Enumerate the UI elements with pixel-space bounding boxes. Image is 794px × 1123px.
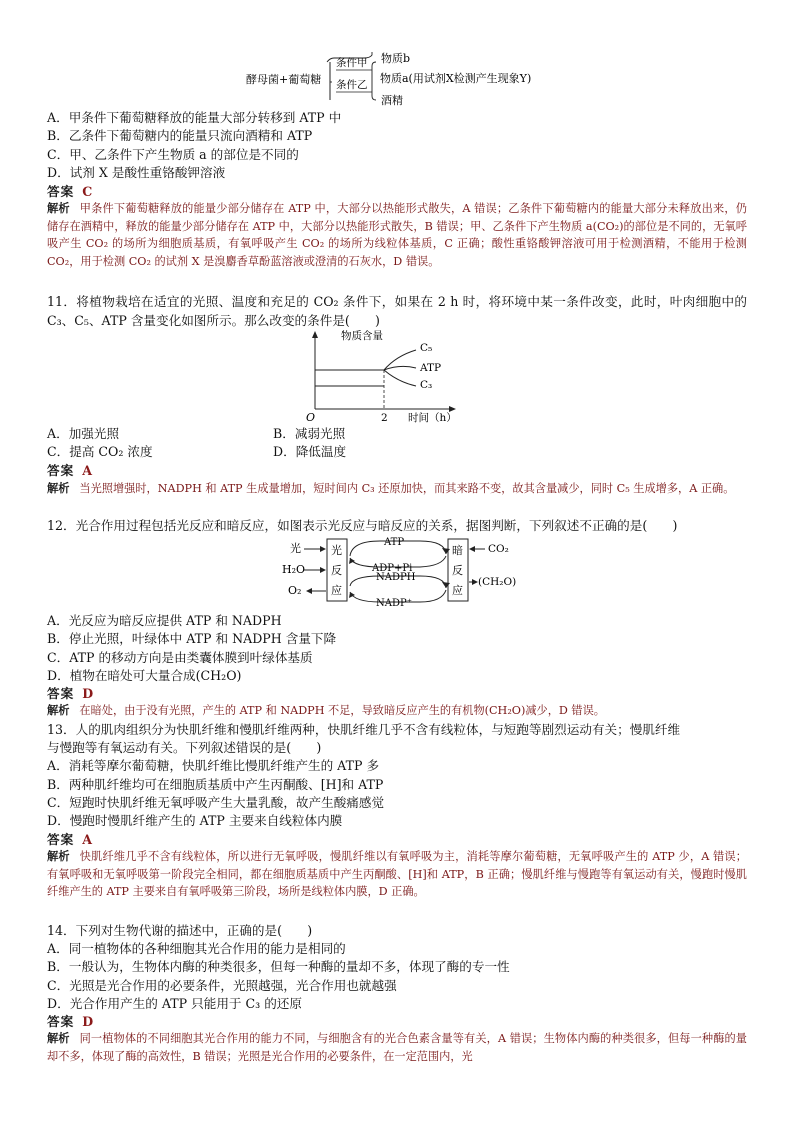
q12-dr-3: 应 [452,584,463,597]
explanation-label: 解析 [47,201,70,215]
q12-atp: ATP [384,537,405,548]
q13-explanation [47,848,747,901]
q12-oxygen: O₂ [288,584,302,597]
q11-chart [300,326,470,424]
answer-value: D [82,1014,94,1029]
q13-stem-line2: 与慢跑等有氧运动有关。下列叙述错误的是( ) [47,740,322,755]
q11-option-c: C．提高 CO₂ 浓度 [47,444,153,459]
q10-option-b: B．乙条件下葡萄糖内的能量只流向酒精和 ATP [47,128,313,143]
explanation-text: 当光照增强时，NADPH 和 ATP 生成量增加，短时间内 C₃ 还原加快，而其来路不变，故其含量减少，同时 C₅ 生成增多，A 正确。 [79,482,735,495]
q12-lr-1: 光 [331,544,342,557]
q10-option-a: A．甲条件下葡萄糖释放的能量大部分转移到 ATP 中 [47,110,342,125]
diagram-product-b: 物质b [381,52,411,65]
q12-option-a: A．光反应为暗反应提供 ATP 和 NADPH [47,613,282,628]
q11-option-d: D．降低温度 [273,444,347,459]
q14-option-d: D．光合作用产生的 ATP 只能用于 C₃ 的还原 [47,996,302,1011]
explanation-label: 解析 [47,481,70,495]
explanation-label: 解析 [47,849,70,863]
q10-option-c: C．甲、乙条件下产生物质 a 的部位是不同的 [47,147,299,162]
q12-option-b: B．停止光照，叶绿体中 ATP 和 NADPH 含量下降 [47,631,337,646]
q12-adp: ADP+Pi [372,563,413,574]
explanation-text: 快肌纤维几乎不含有线粒体，所以进行无氧呼吸，慢肌纤维以有氧呼吸为主，消耗等摩尔葡萄糖，无氧呼吸产生的 ATP 少，A 错误；有氧呼吸和无氧呼吸第一阶段完全相同，都在细胞质基质中产生丙酮酸、[H]和 ATP，B 正确；慢肌纤维与慢跑等有氧运动有关，慢跑时慢肌纤维产生的 ATP 主要来自有氧呼吸第三阶段，场所是线粒体内膜，D 正确。 [47,850,747,898]
explanation-text: 甲条件下葡萄糖释放的能量少部分储存在 ATP 中，大部分以热能形式散失，A 错误；乙条件下葡萄糖内的能量大部分未释放出来，仍储存在酒精中，释放的能量少部分储存在 ATP 中，大部分以热能形式散失，B 错误；甲、乙条件下产生物质 a(CO₂)的部位是不同的，无氧呼吸产生 CO₂ 的场所为细胞质基质，有氧呼吸产生 CO₂ 的场所为线粒体基质，C 正确；酸性重铬酸钾溶液可用于检测酒精，不能用于检测 CO₂，用于检测 CO₂ 的试剂 X 是溴麝香草酚蓝溶液或澄清的石灰水，D 错误。 [47,202,747,268]
answer-value: A [82,832,92,847]
yeast-diagram [0,0,794,110]
answer-value: C [82,184,93,199]
q11-label-c5: C₅ [420,342,433,354]
q13-option-b: B．两种肌纤维均可在细胞质基质中产生丙酮酸、[H]和 ATP [47,777,384,792]
answer-label: 答案 [47,832,75,847]
q11-x-title: 时间（h） [408,412,457,424]
q12-co2: CO₂ [488,543,509,555]
q11-stem: 11．将植物栽培在适宜的光照、温度和充足的 CO₂ 条件下，如果在 2 h 时，将环境中某一条件改变，此时，叶肉细胞中的 C₃、C₅、ATP 含量变化如图所示。那么改变的条件是( ) [47,294,747,328]
diagram-cond-a: 条件甲 [336,57,368,69]
explanation-text: 在暗处，由于没有光照，产生的 ATP 和 NADPH 不足，导致暗反应产生的有机物(CH₂O)减少，D 错误。 [79,704,605,717]
answer-value: D [82,686,94,701]
q12-stem: 12．光合作用过程包括光反应和暗反应，如图表示光反应与暗反应的关系，据图判断，下列叙述不正确的是( ) [47,518,678,533]
answer-label: 答案 [47,1014,75,1029]
q13-option-d: D．慢跑时慢肌纤维产生的 ATP 主要来自线粒体内膜 [47,813,343,828]
q13-option-a: A．消耗等摩尔葡萄糖，快肌纤维比慢肌纤维产生的 ATP 多 [47,758,380,773]
q12-lr-2: 反 [331,564,342,577]
q10-option-d: D．试剂 X 是酸性重铬酸钾溶液 [47,165,226,180]
q12-water: H₂O [282,563,306,576]
answer-label: 答案 [47,184,75,199]
q12-option-d: D．植物在暗处可大量合成(CH₂O) [47,668,242,683]
diagram-source: 酵母菌+葡萄糖 [246,73,322,86]
q12-dr-2: 反 [452,564,463,577]
q11-explanation [47,480,747,498]
explanation-text: 同一植物体的不同细胞其光合作用的能力不同，与细胞含有的光合色素含量等有关，A 错误；生物体内酶的种类很多，但每一种酶的量却不多，体现了酶的高效性，B 错误；光照是光合作用的必要条件，在一定范围内，光 [47,1032,747,1063]
q14-explanation [47,1030,747,1065]
q13-option-c: C．短跑时快肌纤维无氧呼吸产生大量乳酸，故产生酸痛感觉 [47,795,385,810]
q11-option-b: B．减弱光照 [273,426,346,441]
q13-stem-line1: 13．人的肌肉组织分为快肌纤维和慢肌纤维两种，快肌纤维几乎不含有线粒体，与短跑等剧烈运动有关；慢肌纤维 [47,722,681,737]
q11-answer [47,462,92,480]
q12-ch2o: (CH₂O) [478,576,517,588]
answer-label: 答案 [47,463,75,478]
q13-answer [47,831,92,849]
answer-label: 答案 [47,686,75,701]
diagram-product-c: 酒精 [381,94,403,107]
q12-option-c: C．ATP 的移动方向是由类囊体膜到叶绿体基质 [47,650,313,665]
q12-nadp: NADP⁺ [376,598,412,606]
q12-dr-1: 暗 [452,544,463,557]
explanation-label: 解析 [47,703,70,717]
q12-nadph: NADPH [376,572,416,583]
q12-light: 光 [290,542,301,555]
q11-option-a: A．加强光照 [47,426,120,441]
q14-stem: 14．下列对生物代谢的描述中，正确的是( ) [47,923,313,938]
q12-answer [47,685,93,703]
q11-tick-2: 2 [381,412,388,424]
q10-explanation [47,200,747,270]
q11-origin: O [306,411,316,424]
diagram-product-a: 物质a(用试剂X检测产生现象Y) [380,72,532,85]
q12-explanation [47,702,747,720]
q14-option-a: A．同一植物体的各种细胞其光合作用的能力是相同的 [47,941,346,956]
explanation-label: 解析 [47,1031,70,1045]
q11-y-title: 物质含量 [341,330,383,342]
q12-lr-3: 应 [331,584,342,597]
diagram-cond-b: 条件乙 [336,79,368,91]
q14-option-b: B．一般认为，生物体内酶的种类很多，但每一种酶的量却不多，体现了酶的专一性 [47,959,510,974]
q10-answer [47,183,92,201]
answer-value: A [82,463,92,478]
q14-answer [47,1013,93,1031]
q11-label-atp: ATP [420,362,442,374]
q14-option-c: C．光照是光合作用的必要条件，光照越强，光合作用也就越强 [47,978,397,993]
q12-diagram [280,536,520,606]
q11-label-c3: C₃ [420,379,433,391]
